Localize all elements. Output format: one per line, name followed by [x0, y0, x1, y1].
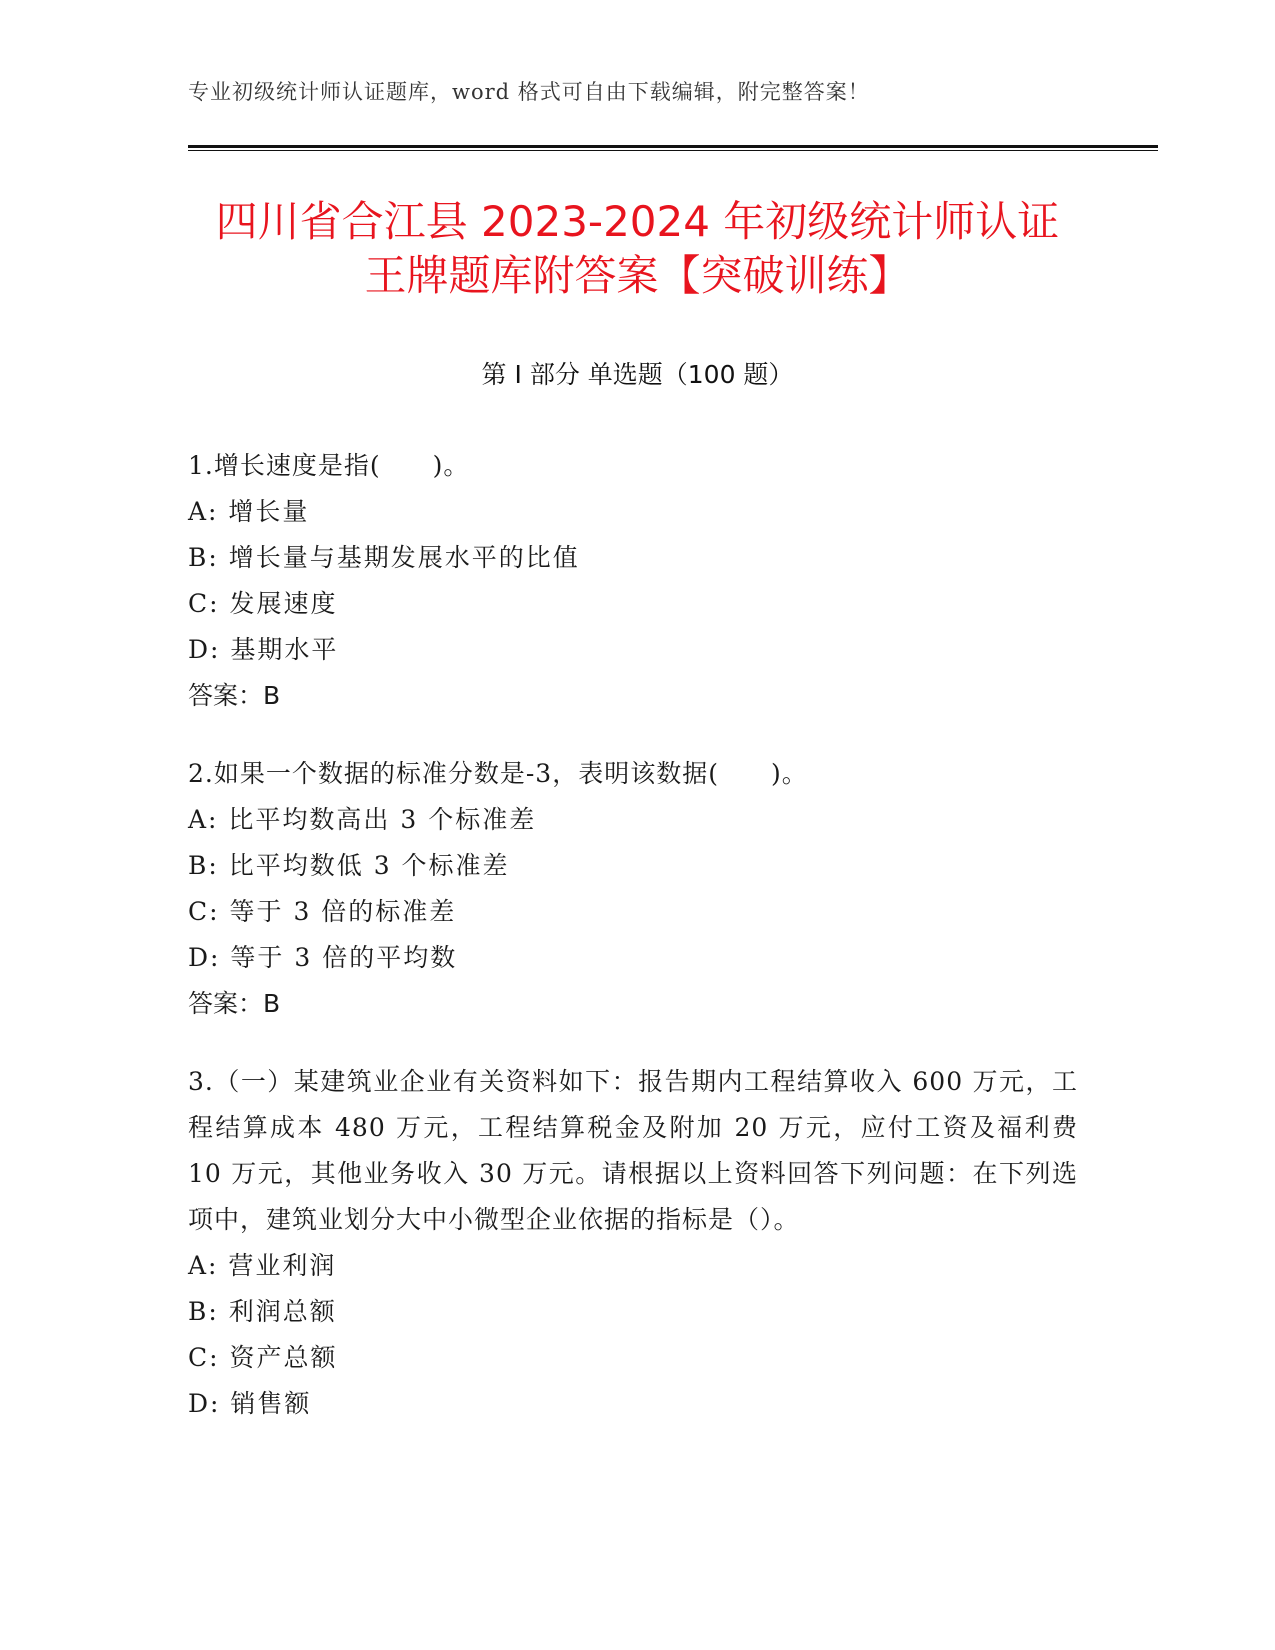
document-title — [150, 195, 1125, 303]
option-c: C: 资产总额 — [188, 1343, 338, 1372]
option-c: C: 发展速度 — [188, 589, 338, 618]
document-title-line-1: 四川省合江县 2023-2024 年初级统计师认证 — [215, 197, 1060, 246]
question-stem: 1.增长速度是指( )。 — [188, 451, 470, 480]
header-note: 专业初级统计师认证题库，word 格式可自由下载编辑，附完整答案！ — [188, 80, 870, 104]
header-divider-thick — [188, 145, 1158, 148]
option-d: D: 销售额 — [188, 1389, 312, 1418]
question-list — [188, 443, 1078, 1459]
option-b: B: 利润总额 — [188, 1297, 337, 1326]
answer: 答案：B — [188, 989, 281, 1018]
option-c: C: 等于 3 倍的标准差 — [188, 897, 457, 926]
header-divider-thin — [188, 150, 1158, 151]
option-d: D: 基期水平 — [188, 635, 339, 664]
question-1 — [188, 443, 1078, 719]
document-title-line-2: 王牌题库附答案【突破训练】 — [364, 251, 911, 300]
option-b: B: 增长量与基期发展水平的比值 — [188, 543, 580, 572]
question-3 — [188, 1059, 1078, 1427]
question-stem: 2.如果一个数据的标准分数是-3，表明该数据( )。 — [188, 759, 808, 788]
option-d: D: 等于 3 倍的平均数 — [188, 943, 458, 972]
question-2 — [188, 751, 1078, 1027]
question-stem: 3.（一）某建筑业企业有关资料如下：报告期内工程结算收入 600 万元，工程结算成本 480 万元，工程结算税金及附加 20 万元，应付工资及福利费 10 万元，其他业务收入 30 万元。请根据以上资料回答下列问题：在下列选项中，建筑业划分大中小微型企业依据的指标是（）。 — [188, 1067, 1078, 1234]
option-a: A: 营业利润 — [188, 1251, 337, 1280]
answer: 答案：B — [188, 681, 281, 710]
option-a: A: 增长量 — [188, 497, 310, 526]
option-b: B: 比平均数低 3 个标准差 — [188, 851, 510, 880]
section-heading: 第 I 部分 单选题（100 题） — [481, 360, 794, 389]
option-a: A: 比平均数高出 3 个标准差 — [188, 805, 537, 834]
